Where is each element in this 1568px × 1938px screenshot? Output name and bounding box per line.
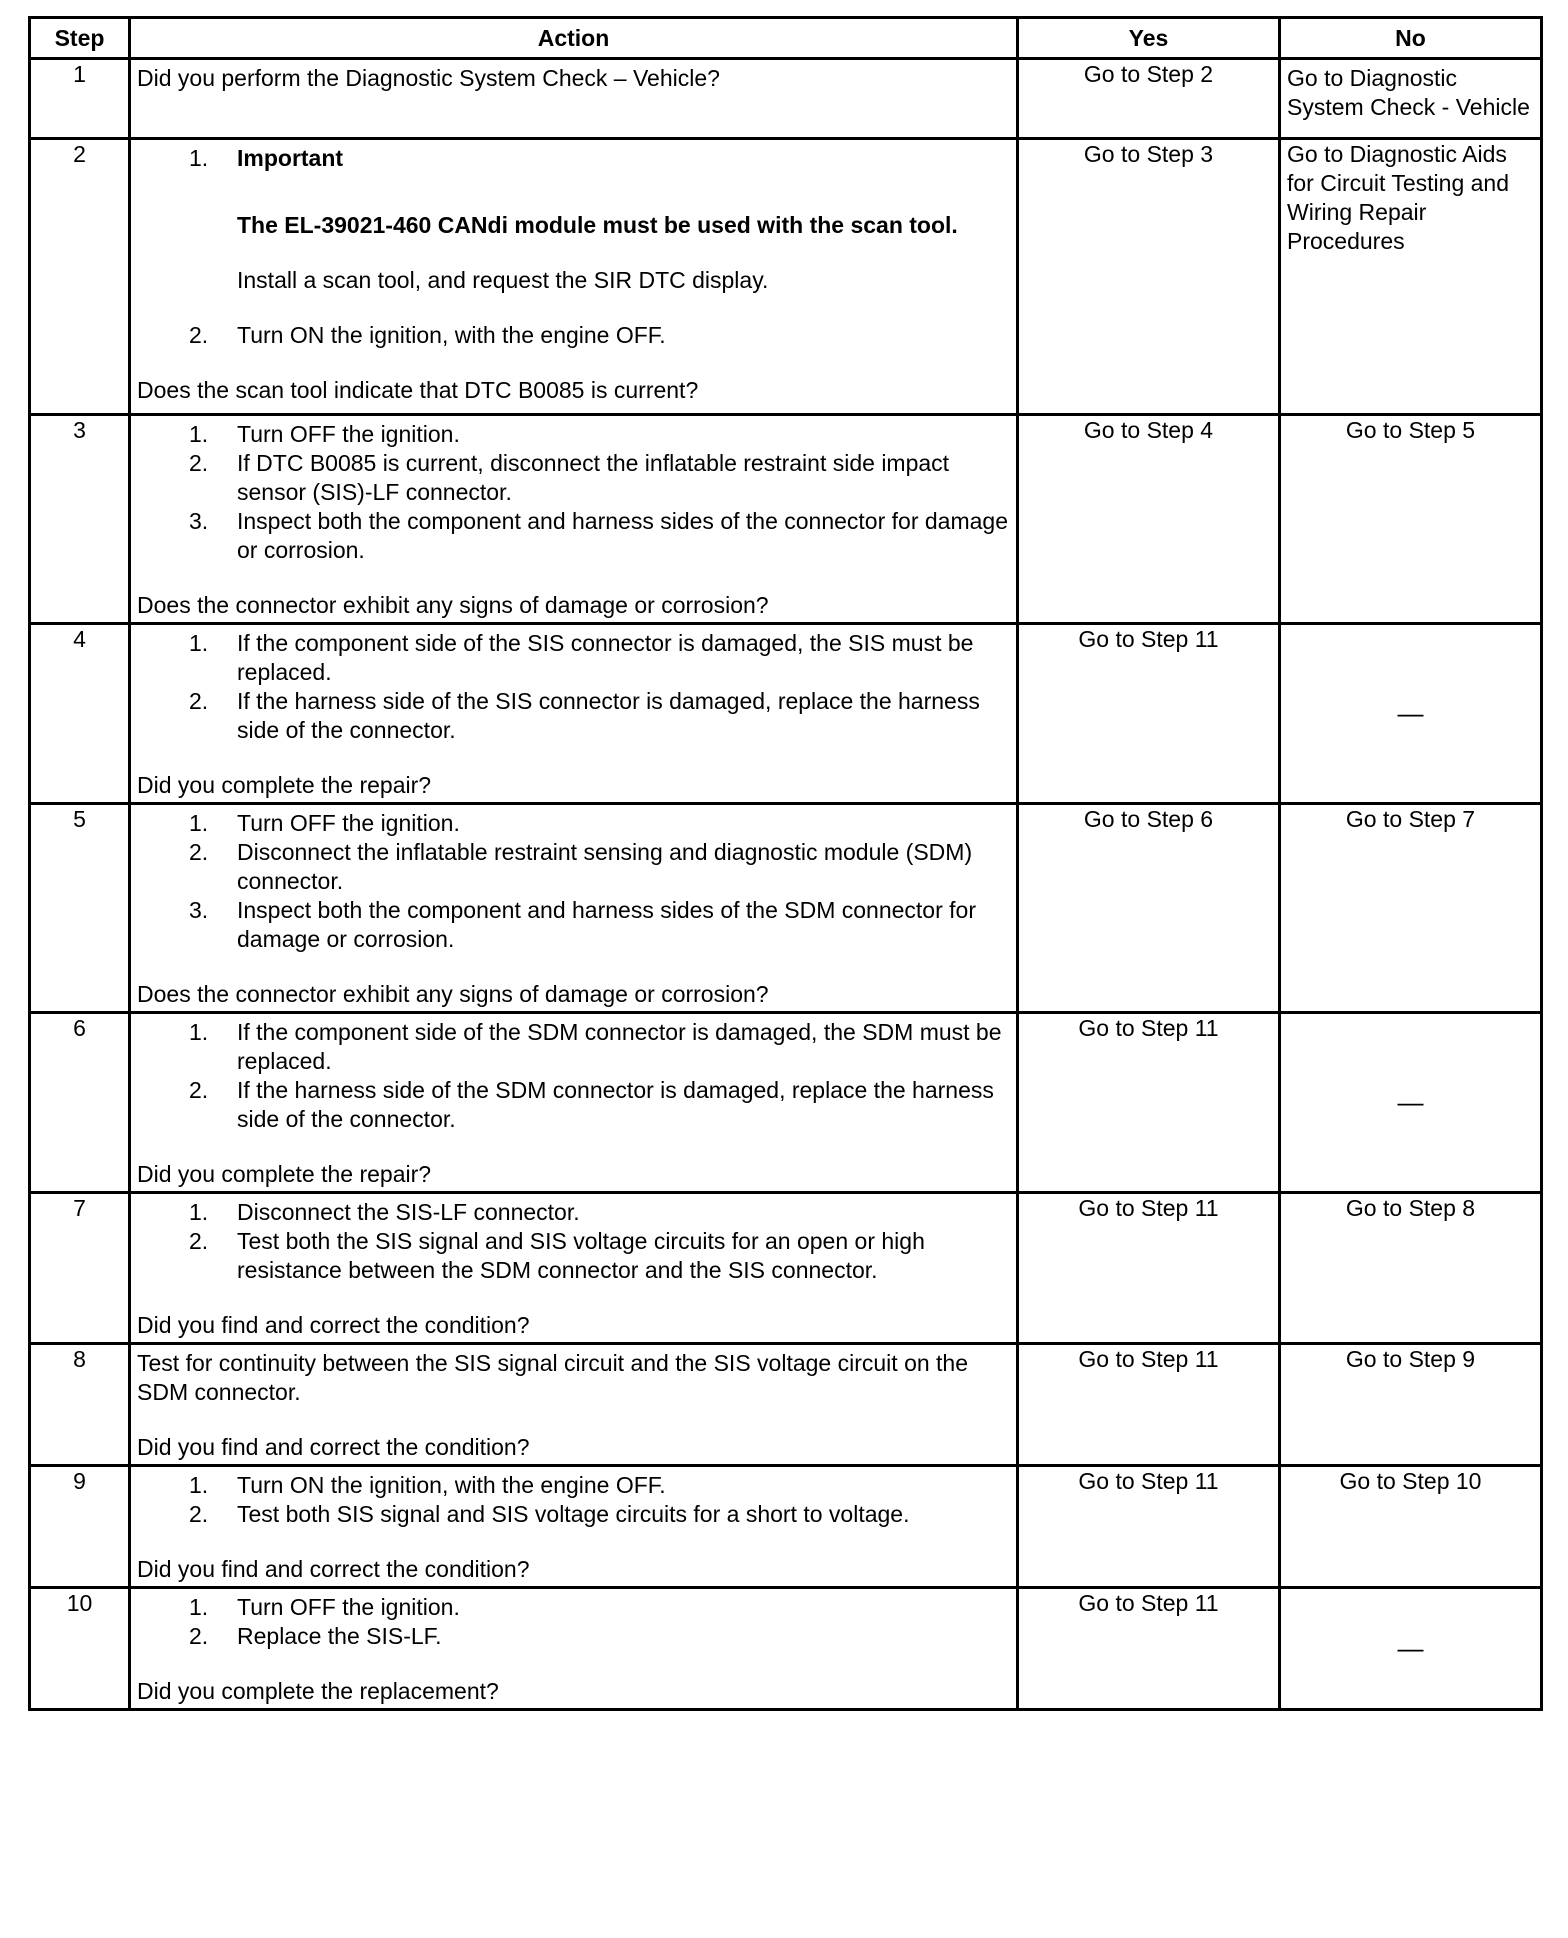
- item-text: Inspect both the component and harness sides of the SDM connector for damage or corrosion.: [237, 897, 976, 952]
- yes-cell: Go to Step 2: [1018, 59, 1280, 139]
- list-item: [137, 1471, 1010, 1500]
- item-number: 1.: [189, 1594, 209, 1620]
- important-note: The EL-39021-460 CANdi module must be used with the scan tool.: [237, 212, 958, 238]
- item-number: 3.: [189, 897, 209, 923]
- action-question: Does the connector exhibit any signs of damage or corrosion?: [137, 981, 769, 1007]
- step-number: 3: [30, 415, 130, 624]
- item-text: If the component side of the SDM connector is damaged, the SDM must be replaced.: [237, 1019, 1002, 1074]
- list-item: [137, 629, 1010, 687]
- table-row: [30, 139, 1542, 415]
- yes-cell: Go to Step 6: [1018, 804, 1280, 1013]
- yes-cell: Go to Step 11: [1018, 1466, 1280, 1588]
- yes-cell: Go to Step 11: [1018, 1013, 1280, 1193]
- action-cell: [130, 1013, 1018, 1193]
- step-number: 6: [30, 1013, 130, 1193]
- item-number: 2.: [189, 839, 209, 865]
- item-number: 2.: [189, 1501, 209, 1527]
- action-question: Did you find and correct the condition?: [137, 1312, 530, 1338]
- item-text: If the harness side of the SDM connector is damaged, replace the harness side of the connector.: [237, 1077, 994, 1132]
- item-text: If the harness side of the SIS connector is damaged, replace the harness side of the connector.: [237, 688, 980, 743]
- table-row: [30, 1344, 1542, 1466]
- item-number: 3.: [189, 508, 209, 534]
- step-number: 8: [30, 1344, 130, 1466]
- no-cell: —: [1280, 1588, 1542, 1710]
- item-number: 2.: [189, 1623, 209, 1649]
- item-number: 1.: [189, 1199, 209, 1225]
- item-number: 1.: [189, 630, 209, 656]
- action-cell: [130, 1193, 1018, 1344]
- action-cell: [130, 415, 1018, 624]
- item-text: Disconnect the inflatable restraint sensing and diagnostic module (SDM) connector.: [237, 839, 973, 894]
- list-item: [137, 1076, 1010, 1134]
- step-number: 5: [30, 804, 130, 1013]
- step-number: 4: [30, 624, 130, 804]
- list-item: [137, 838, 1010, 896]
- item-number: 1.: [189, 810, 209, 836]
- yes-cell: Go to Step 4: [1018, 415, 1280, 624]
- item-text: Disconnect the SIS-LF connector.: [237, 1199, 580, 1225]
- yes-cell: Go to Step 3: [1018, 139, 1280, 415]
- table-row: [30, 59, 1542, 139]
- item-text: If the component side of the SIS connector is damaged, the SIS must be replaced.: [237, 630, 974, 685]
- table-row: [30, 624, 1542, 804]
- item-text: Turn ON the ignition, with the engine OFF.: [237, 1472, 666, 1498]
- header-action: Action: [130, 18, 1018, 59]
- list-item: [137, 1198, 1010, 1227]
- action-question: Did you find and correct the condition?: [137, 1434, 530, 1460]
- step-number: 7: [30, 1193, 130, 1344]
- item-number: 2.: [189, 450, 209, 476]
- list-item: [137, 1018, 1010, 1076]
- action-question: Did you complete the replacement?: [137, 1678, 499, 1704]
- header-yes: Yes: [1018, 18, 1280, 59]
- action-question: Did you complete the repair?: [137, 1161, 432, 1187]
- list-item: [137, 1500, 1010, 1529]
- table-row: [30, 415, 1542, 624]
- yes-cell: Go to Step 11: [1018, 1193, 1280, 1344]
- no-cell: —: [1280, 624, 1542, 804]
- action-cell: [130, 59, 1018, 139]
- list-item: [137, 1227, 1010, 1285]
- item-number: 2.: [189, 688, 209, 714]
- step-number: 1: [30, 59, 130, 139]
- no-cell: Go to Step 8: [1280, 1193, 1542, 1344]
- list-item: [137, 1593, 1010, 1622]
- no-cell: Go to Diagnostic System Check - Vehicle: [1280, 59, 1542, 139]
- table-row: [30, 1588, 1542, 1710]
- action-text: Test for continuity between the SIS signal circuit and the SIS voltage circuit on the SDM connector.: [137, 1350, 969, 1405]
- header-step: Step: [30, 18, 130, 59]
- item-number: 1.: [189, 1019, 209, 1045]
- table-row: [30, 804, 1542, 1013]
- item-text: Turn OFF the ignition.: [237, 421, 460, 447]
- header-row: [30, 18, 1542, 59]
- list-item: [137, 449, 1010, 507]
- no-cell: Go to Step 5: [1280, 415, 1542, 624]
- item-number: 2.: [189, 322, 209, 348]
- step-number: 10: [30, 1588, 130, 1710]
- header-no: No: [1280, 18, 1542, 59]
- item-number: 1.: [189, 421, 209, 447]
- list-item: [137, 144, 1010, 295]
- item-text: Inspect both the component and harness sides of the connector for damage or corrosion.: [237, 508, 1008, 563]
- item-number: 2.: [189, 1228, 209, 1254]
- table-row: [30, 1013, 1542, 1193]
- no-cell: Go to Step 7: [1280, 804, 1542, 1013]
- no-cell: Go to Step 10: [1280, 1466, 1542, 1588]
- table-row: [30, 1466, 1542, 1588]
- no-cell: Go to Step 9: [1280, 1344, 1542, 1466]
- item-number: 1.: [189, 145, 209, 171]
- table-row: [30, 1193, 1542, 1344]
- list-item: [137, 507, 1010, 565]
- item-text: Turn OFF the ignition.: [237, 1594, 460, 1620]
- item-text: Test both SIS signal and SIS voltage circuits for a short to voltage.: [237, 1501, 910, 1527]
- item-text: Turn ON the ignition, with the engine OFF.: [237, 322, 666, 348]
- item-number: 2.: [189, 1077, 209, 1103]
- list-item: [137, 809, 1010, 838]
- list-item: [137, 1622, 1010, 1651]
- step-number: 9: [30, 1466, 130, 1588]
- action-question: Does the connector exhibit any signs of damage or corrosion?: [137, 592, 769, 618]
- item-text: Test both the SIS signal and SIS voltage circuits for an open or high resistance between the SDM connector and the SIS connector.: [237, 1228, 925, 1283]
- action-question: Did you perform the Diagnostic System Check – Vehicle?: [137, 65, 720, 91]
- action-cell: [130, 1588, 1018, 1710]
- item-text: Replace the SIS-LF.: [237, 1623, 442, 1649]
- important-title: Important: [237, 145, 344, 171]
- list-item: [137, 321, 1010, 350]
- step-number: 2: [30, 139, 130, 415]
- action-cell: [130, 624, 1018, 804]
- diagnostic-table: [28, 16, 1543, 1711]
- action-question: Did you find and correct the condition?: [137, 1556, 530, 1582]
- diagnostic-table-sheet: [28, 16, 1540, 1711]
- list-item: [137, 687, 1010, 745]
- list-item: [137, 896, 1010, 954]
- list-item: [137, 420, 1010, 449]
- item-text: If DTC B0085 is current, disconnect the inflatable restraint side impact sensor (SIS)-LF connector.: [237, 450, 950, 505]
- action-cell: [130, 1466, 1018, 1588]
- item-text: Install a scan tool, and request the SIR DTC display.: [237, 267, 769, 293]
- action-question: Did you complete the repair?: [137, 772, 432, 798]
- item-number: 1.: [189, 1472, 209, 1498]
- no-cell: —: [1280, 1013, 1542, 1193]
- action-question: Does the scan tool indicate that DTC B0085 is current?: [137, 377, 699, 403]
- no-cell: Go to Diagnostic Aids for Circuit Testing and Wiring Repair Procedures: [1280, 139, 1542, 415]
- yes-cell: Go to Step 11: [1018, 1588, 1280, 1710]
- action-cell: [130, 139, 1018, 415]
- yes-cell: Go to Step 11: [1018, 624, 1280, 804]
- item-text: Turn OFF the ignition.: [237, 810, 460, 836]
- yes-cell: Go to Step 11: [1018, 1344, 1280, 1466]
- action-cell: [130, 1344, 1018, 1466]
- action-cell: [130, 804, 1018, 1013]
